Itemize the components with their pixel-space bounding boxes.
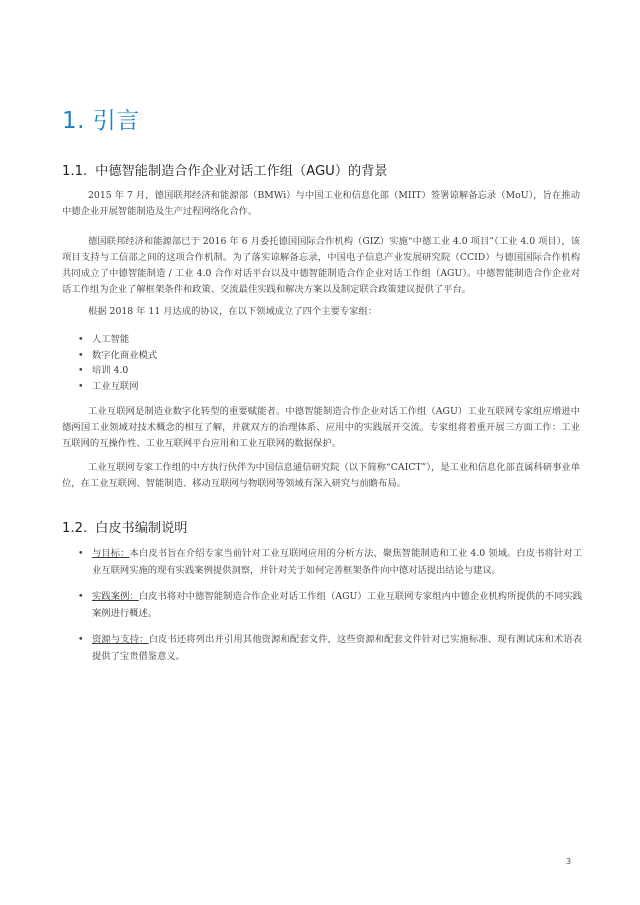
item-term: 资源与支持： xyxy=(92,634,149,645)
section-title: 中德智能制造合作企业对话工作组（AGU）的背景 xyxy=(95,164,388,179)
section-title: 白皮书编制说明 xyxy=(95,521,188,536)
page-number: 3 xyxy=(566,857,572,866)
section-1-1-heading xyxy=(62,160,388,179)
item-text: 白皮书将对中德智能制造合作企业对话工作组（AGU）工业互联网专家组内中德企业机构所提供的不同实践案例进行概述。 xyxy=(92,591,582,619)
list-item xyxy=(78,589,582,622)
list-item xyxy=(78,632,582,665)
item-text: 本白皮书旨在介绍专家当前针对工业互联网应用的分析方法，聚焦智能制造和工业 4.0 领域。白皮书将针对工业互联网实施的现有实践案例提供洞察，并针对关于如何完善框架条件向中德对话提出结论与建议。 xyxy=(92,548,582,576)
section-1-2-heading xyxy=(62,517,187,536)
section-number: 1.2. xyxy=(62,521,88,536)
list-item: • 数字化商业模式 xyxy=(78,348,157,364)
paragraph: 2015 年 7 月，德国联邦经济和能源部（BMWi）与中国工业和信息化部（MIIT）签署谅解备忘录（MoU），旨在推动中德企业开展智能制造及生产过程网络化合作。 xyxy=(62,190,580,217)
list-item: • 培训 4.0 xyxy=(78,363,157,379)
list-item xyxy=(78,546,582,579)
description-list-item xyxy=(78,546,582,579)
expert-group-list xyxy=(78,332,157,394)
item-text: 白皮书还将列出并引用其他资源和配套文件，这些资源和配套文件针对已实施标准、现有测试床和术语表提供了宝贵借鉴意义。 xyxy=(92,634,582,662)
description-list-item xyxy=(78,632,582,665)
paragraph: 工业互联网专家工作组的中方执行伙伴为中国信息通信研究院（以下简称“CAICT”），是工业和信息化部直属科研事业单位，在工业互联网、智能制造、移动互联网与物联网等领域有深入研究与前瞻布局。 xyxy=(62,462,580,489)
list-item: • 人工智能 xyxy=(78,332,157,348)
paragraph: 工业互联网是制造业数字化转型的重要赋能者。中德智能制造合作企业对话工作组（AGU）工业互联网专家组应增进中德两国工业领域对技术概念的相互了解，并就双方的治理体系、应用中的实践展开交流。专家组将着重开展三方面工作：工业互联网的互操作性、工业互联网平台应用和工业互联网的数据保护。 xyxy=(62,406,580,449)
list-item: • 工业互联网 xyxy=(78,379,157,395)
chapter-heading: 1. 引言 xyxy=(62,108,140,134)
section-number: 1.1. xyxy=(62,164,88,179)
item-term: 实践案例： xyxy=(92,591,139,602)
description-list-item xyxy=(78,589,582,622)
paragraph: 根据 2018 年 11 月达成的协议，在以下领域成立了四个主要专家组： xyxy=(88,306,378,317)
item-term: 与目标： xyxy=(92,548,130,559)
paragraph: 德国联邦经济和能源部已于 2016 年 6 月委托德国国际合作机构（GIZ）实施“中德工业 4.0 项目”（工业 4.0 项目），该项目支持与工信部之间的这项合作机制。为了落实谅解备忘录，中国电子信息产业发展研究院（CCID）与德国国际合作机构共同成立了中德智能制造 / 工业 4.0 合作对话平台以及中德智能制造合作企业对话工作组（AGU）。中德智能制造合作企业对话工作组为企业了解框架条件和政策、交流最佳实践和解决方案以及制定联合政策建议提供了平台。 xyxy=(62,236,580,295)
